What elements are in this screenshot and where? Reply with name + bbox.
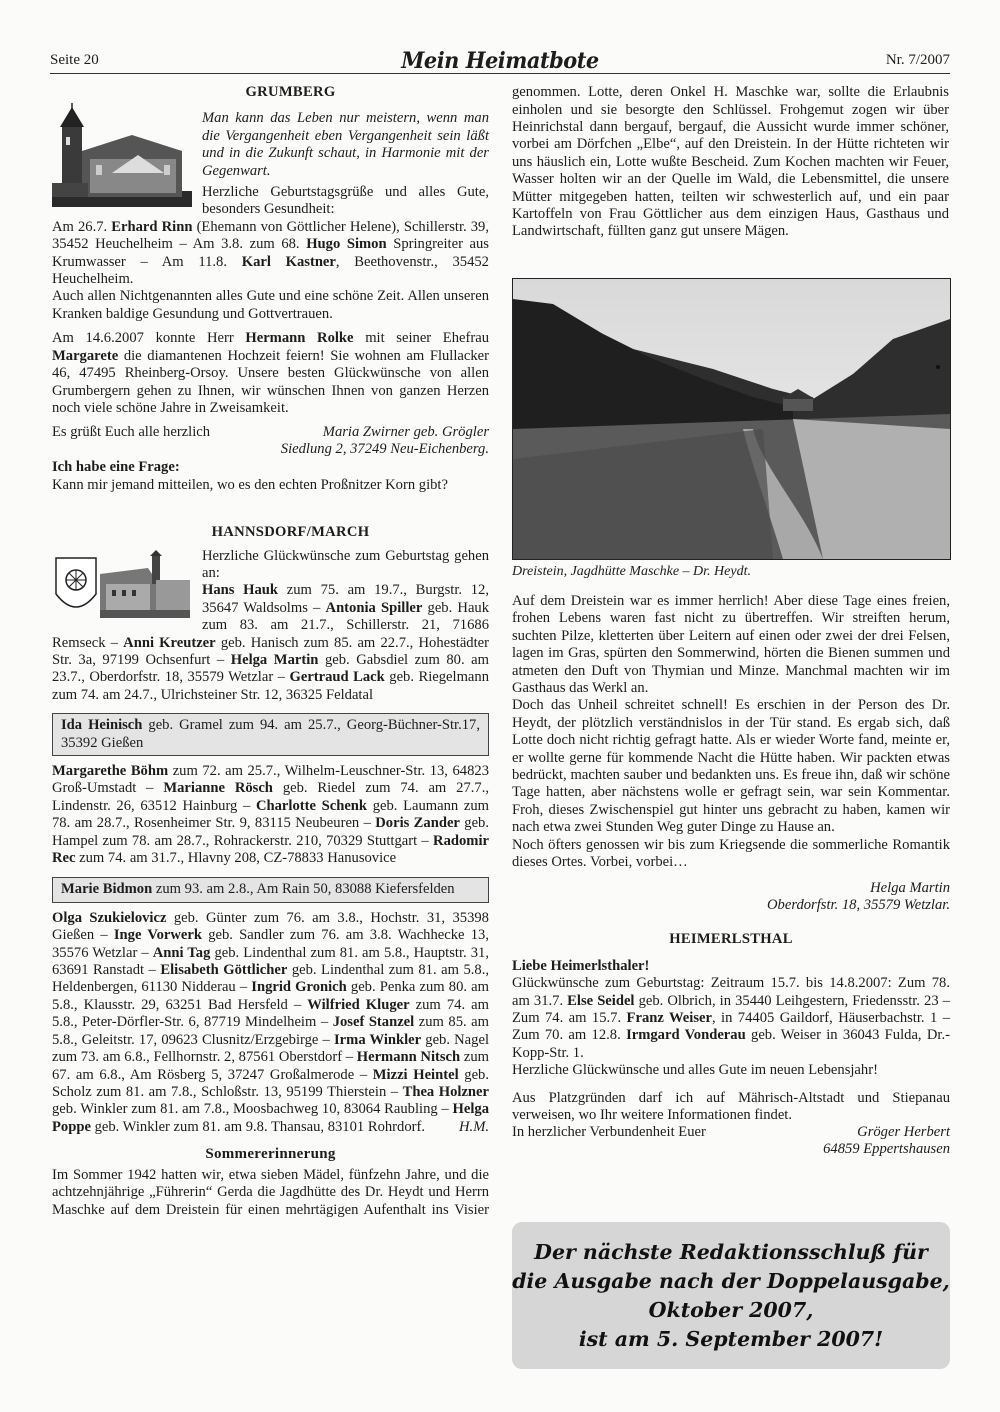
person-name: Else Seidel bbox=[567, 992, 635, 1009]
photo-caption: Dreistein, Jagdhütte Maschke – Dr. Heydt. bbox=[512, 564, 751, 579]
text: geb. Scholz zum 81. am 7.8., Schloßstr. 13, 95199 Thierstein – bbox=[52, 1066, 489, 1100]
deadline-line-3: Oktober 2007, bbox=[648, 1298, 814, 1322]
text: , Beethovenstr., 35452 Heuchelheim. bbox=[52, 253, 489, 288]
memory-text-continuation bbox=[512, 84, 950, 258]
text: zum 67. am 6.8., Am Rösberg 5, 37247 Großalmerode – bbox=[52, 1049, 489, 1083]
signature-name: Gröger Herbert bbox=[857, 1124, 950, 1141]
person-name: Doris Zander bbox=[375, 815, 460, 832]
person-name: Thea Holzner bbox=[402, 1083, 489, 1100]
text: zum 74. am 5.8., Peter-Dörfler-Str. 6, 87719 Mindelheim – bbox=[52, 996, 489, 1031]
text: die diamantenen Hochzeit feiern! Sie wohnen am Flullacker 46, 47495 Rheinberg-Orsoy. Unsere besten Glückwünsche von allen Grumbergern gehen zu Ihnen, wir wünschen Ihnen von ganzen Herzen noch viele schöne Jahre in Zweisamkeit. bbox=[52, 347, 489, 416]
person-name: Anni Kreutzer bbox=[123, 634, 216, 651]
masthead-title: Mein Heimatbote bbox=[401, 48, 599, 74]
memory-paragraph-3: Doch das Unheil schreitet schnell! Es erschien in der Person des Dr. Heydt, der plötzlich verständnislos in der Tür stand. Es ergab sich, daß Lotte doch nicht richtig gefragt hatte. Als er wieder Worte fand, meinte er, er wollte gerne für kommende Nacht die Hütte haben. Wir packten etwas bedrückt, machten sauber und bedankten uns. Es freue ihn, daß wir schöne Tage hatten, aber nächstens wolle er gefragt sein, war sein Kommentar. Froh, dieses Zwischenspiel gut hinter uns gebracht zu haben, kamen wir nach etwa zwei Stunden Weg guter Dinge zu Hause an. bbox=[512, 697, 950, 836]
hannsdorf-section bbox=[52, 548, 489, 705]
grumberg-section bbox=[52, 101, 489, 323]
heimerlsthal-salutation: Liebe Heimerlsthaler! bbox=[512, 957, 650, 974]
text: geb. Gabsdiel zum 80. am 23.7., Oberdorfstr. 18, 35579 Wetzlar – bbox=[52, 651, 489, 686]
memory-text-start bbox=[52, 1167, 489, 1219]
text: Am 26.7. bbox=[52, 218, 108, 235]
person-name: Mizzi Heintel bbox=[372, 1066, 459, 1083]
deadline-text bbox=[512, 1238, 950, 1354]
memory-paragraph-1: Im Sommer 1942 hatten wir, etwa sieben Mädel, fünfzehn Jahre, und die achtzehnjährige „Führerin“ Gerda die Jagdhütte des Dr. Heydt und Herrn Maschke auf dem Dreistein für einen mehrtägigen Aufenthalt ins Visier bbox=[52, 1166, 489, 1218]
deadline-line-2: die Ausgabe nach der Doppelausgabe, bbox=[512, 1269, 950, 1293]
dreistein-photo bbox=[512, 278, 951, 560]
person-name: Antonia Spiller bbox=[325, 599, 423, 616]
hannsdorf-heading: HANNSDORF/MARCH bbox=[211, 524, 370, 541]
text: geb. Riedel zum 74. am 27.7., Lindenstr. 26, 63512 Hainburg – bbox=[52, 780, 489, 814]
grumberg-wedding bbox=[52, 330, 489, 417]
heimerlsthal-note: Aus Platzgründen darf ich auf Mährisch-Altstadt und Stiepanau verweisen, wo Ihr weitere Informationen findet. bbox=[512, 1089, 950, 1123]
person-name: Irma Winkler bbox=[334, 1031, 422, 1048]
deadline-banner bbox=[512, 1222, 950, 1369]
person-name: Olga Szukielovicz bbox=[52, 909, 167, 926]
person-name: Elisabeth Göttlicher bbox=[160, 962, 288, 979]
person-name: Hans Hauk bbox=[202, 582, 279, 599]
text: geb. Riegelmann zum 74. am 24.7., Ulrichsteiner Str. 12, 36325 Feldatal bbox=[52, 669, 490, 703]
memory-paragraph-2: Auf dem Dreistein war es immer herrlich! Aber diese Tage eines freien, frohen Lebens waren fast nicht zu übertreffen. Wir streiften herum, suchten Pilze, kletterten über Leitern auf einen oder zwei der drei Felsen, lagen im Gras, spürten den Sommerwind, hörten die Bienen summen und atmeten den Duft von Thymian und Minze. Manchmal machten wir im Gasthaus das Werkl an. bbox=[512, 593, 950, 697]
landscape-photo-icon bbox=[513, 279, 950, 559]
person-name: Irmgard Vonderau bbox=[626, 1027, 746, 1044]
question-title: Ich habe eine Frage: bbox=[52, 459, 180, 476]
right-column bbox=[512, 593, 950, 1160]
heimerlsthal-signature bbox=[512, 1124, 950, 1160]
text: (Ehemann von Göttlicher Helene), Schillerstr. 39, 35452 Heuchelheim – Am 3.8. zum 68. bbox=[52, 218, 489, 253]
heimerlsthal-heading: HEIMERLSTHAL bbox=[669, 931, 793, 948]
text: zum 93. am 2.8., Am Rain 50, 83088 Kiefersfelden bbox=[155, 881, 455, 898]
grumberg-signature bbox=[52, 424, 489, 459]
person-name: Marianne Rösch bbox=[163, 780, 273, 797]
text: geb. Winkler zum 81. am 9.8. Thansau, 83101 Rohrdorf. bbox=[94, 1118, 425, 1135]
memory-paragraph-1-continued: genommen. Lotte, deren Onkel H. Maschke war, sollte die Erlaubnis einholen und sie besorgte den Schlüssel. Frohgemut zogen wir über Heinrichstal dann bergauf, bergauf, die Aussicht wurde immer schöner, vorbei am Dörfchen „Elbe“, auf den Dreistein. In der Hütte richteten wir uns häuslich ein, Lotte wußte Bescheid. Zum Kochen machten wir Feuer, Wasser holten wir an der Quelle im Wald, die Lebensmittel, die unsere Mütter mitgegeben hatten, teilten wir schwesterlich auf, und ein paar Kartoffeln von Frau Göttlicher aus dem einzigen Haus, Gasthaus und Landwirtschaft, füllten ganz gut unsere Mägen. bbox=[512, 84, 949, 240]
text: Springreiter aus Krumwasser – Am 11.8. bbox=[52, 236, 489, 270]
text: geb. Hanisch zum 85. am 22.7., Hohestädter Str. 3a, 97199 Ochsenfurt – bbox=[52, 634, 489, 668]
text: mit seiner Ehefrau bbox=[365, 330, 489, 347]
hannsdorf-birthdays-2 bbox=[52, 763, 489, 867]
text: Glückwünsche zum Geburtstag: Zeitraum 15.7. bis 14.8.2007: Zum 78. am 31.7. bbox=[512, 975, 950, 1009]
hannsdorf-birthdays-3 bbox=[52, 910, 489, 1136]
person-name: Hugo Simon bbox=[306, 236, 387, 253]
hannsdorf-intro: Herzliche Glückwünsche zum Geburtstag gehen an: bbox=[202, 547, 489, 581]
grumberg-quote: Man kann das Leben nur meistern, wenn man die Vergangenheit eben Vergangenheit sein läßt und in die Zukunft schaut, in Harmonie mit der Gegenwart. bbox=[202, 110, 489, 179]
grumberg-heading: GRUMBERG bbox=[245, 84, 336, 100]
text: geb. Olbrich, in 35440 Leihgestern, Friedensstr. 23 – Zum 74. am 15.7. bbox=[512, 992, 950, 1026]
person-name: Marie Bidmon bbox=[61, 881, 153, 898]
deadline-line-4: ist am 5. September 2007! bbox=[578, 1327, 884, 1351]
person-name: Josef Stanzel bbox=[332, 1014, 415, 1031]
text: zum 75. am 19.7., Burgstr. 12, 35647 Waldsolms – bbox=[202, 582, 489, 616]
header-rule bbox=[50, 73, 950, 74]
text: geb. Hauk zum 83. am 21.7., Schillerstr. 21, 71686 Remseck – bbox=[52, 599, 490, 651]
question-text: Kann mir jemand mitteilen, wo es den echten Proßnitzer Korn gibt? bbox=[52, 476, 448, 493]
grumberg-church-icon bbox=[52, 103, 192, 207]
hannsdorf-initials: H.M. bbox=[459, 1119, 489, 1136]
person-name: Radomir Rec bbox=[52, 832, 489, 867]
heimerlsthal-wishes: Herzliche Glückwünsche und alles Gute im neuen Lebensjahr! bbox=[512, 1062, 878, 1079]
left-column bbox=[52, 84, 489, 1219]
hannsdorf-coat-of-arms-icon bbox=[52, 550, 192, 622]
person-name: Inge Vorwerk bbox=[113, 927, 202, 944]
signature-address: Siedlung 2, 37249 Neu-Eichenberg. bbox=[280, 441, 489, 458]
person-name: Wilfried Kluger bbox=[307, 996, 410, 1013]
text: geb. Laumann zum 78. am 28.7., Rosenheimer Str. 9, 83115 Neubeuren – bbox=[52, 797, 489, 832]
person-name: Helga Poppe bbox=[52, 1101, 489, 1135]
person-name: Karl Kastner bbox=[241, 253, 336, 270]
text: geb. Lindenthal zum 81. am 5.8., Hauptstr. 31, 63691 Ranstadt – bbox=[52, 944, 489, 979]
text: geb. Weiser in 36043 Fulda, Dr.-Kopp-Str. 1. bbox=[512, 1027, 950, 1061]
signature-address: 64859 Eppertshausen bbox=[823, 1141, 950, 1158]
text: geb. Sandler zum 76. am 3.8. Wachhecke 13, 35576 Wetzlar – bbox=[52, 927, 489, 961]
person-name: Gertraud Lack bbox=[289, 669, 385, 686]
text: geb. Winkler zum 81. am 7.8., Moosbachweg 10, 83064 Raubling – bbox=[52, 1101, 449, 1118]
person-name: Hermann Nitsch bbox=[356, 1049, 461, 1066]
person-name: Hermann Rolke bbox=[245, 330, 354, 347]
person-name: Anni Tag bbox=[152, 944, 211, 961]
grumberg-birthdays bbox=[52, 219, 489, 289]
person-name: Erhard Rinn bbox=[111, 218, 193, 235]
text: geb. Nagel zum 73. am 6.8., Fellhornstr. 2, 87561 Oberstdorf – bbox=[52, 1031, 489, 1066]
heimerlsthal-birthdays bbox=[512, 975, 950, 1062]
text: geb. Gramel zum 94. am 25.7., Georg-Büchner-Str.17, 35392 Gießen bbox=[61, 717, 480, 751]
signature-name: Maria Zwirner geb. Grögler bbox=[322, 424, 489, 441]
text: zum 74. am 31.7., Hlavny 208, CZ-78833 Hanusovice bbox=[79, 850, 397, 867]
text: geb. Hampel zum 78. am 28.7., Rohrackerstr. 210, 70329 Stuttgart – bbox=[52, 815, 490, 849]
text: geb. Günter zum 76. am 3.8., Hochstr. 31, 35398 Gießen – bbox=[52, 909, 489, 944]
person-name: Margarethe Böhm bbox=[52, 763, 169, 779]
person-name: Franz Weiser bbox=[626, 1009, 712, 1026]
closing-text: In herzlicher Verbundenheit Euer bbox=[512, 1124, 706, 1141]
grumberg-wishes: Auch allen Nichtgenannten alles Gute und eine schöne Zeit. Allen unseren Kranken baldige Gesundung und Gottvertrauen. bbox=[52, 288, 489, 322]
person-name: Ingrid Gronich bbox=[251, 979, 347, 996]
person-name: Margarete bbox=[52, 347, 119, 364]
deadline-line-1: Der nächste Redaktionsschluß für bbox=[534, 1240, 928, 1264]
text: , in 74405 Gaildorf, Häuserbachstr. 1 – Zum 70. am 12.8. bbox=[512, 1009, 950, 1044]
issue-number: Nr. 7/2007 bbox=[885, 52, 950, 68]
text: geb. Lindenthal zum 81. am 5.8., Heldenbergen, 61130 Nidderau – bbox=[52, 962, 489, 996]
grumberg-greeting: Herzliche Geburtstagsgrüße und alles Gute, besonders Gesundheit: bbox=[202, 184, 489, 218]
memory-heading: Sommererinnerung bbox=[205, 1145, 336, 1162]
page-header bbox=[50, 48, 950, 74]
memory-signature-address: Oberdorfstr. 18, 35579 Wetzlar. bbox=[767, 896, 950, 913]
person-name: Ida Heinisch bbox=[61, 717, 143, 734]
highlight-box-ida-heinisch bbox=[52, 713, 489, 756]
page-number: Seite 20 bbox=[50, 52, 99, 68]
highlight-box-marie-bidmon bbox=[52, 877, 489, 902]
text: zum 72. am 25.7., Wilhelm-Leuschner-Str. 13, 64823 Groß-Umstadt – bbox=[52, 763, 489, 797]
person-name: Charlotte Schenk bbox=[255, 797, 368, 814]
text: zum 85. am 5.8., Geleitstr. 17, 09623 Clusnitz/Erzgebirge – bbox=[52, 1014, 489, 1048]
memory-paragraph-4: Noch öfters genossen wir bis zum Kriegsende die sommerliche Romantik dieses Ortes. Vorbei, vorbei… bbox=[512, 836, 950, 871]
person-name: Helga Martin bbox=[230, 651, 319, 668]
greeting-text: Es grüßt Euch alle herzlich bbox=[52, 424, 211, 441]
text: Am 14.6.2007 konnte Herr bbox=[52, 330, 234, 347]
text: geb. Penka zum 80. am 5.8., Klausstr. 29, 63251 Bad Hersfeld – bbox=[52, 979, 489, 1013]
memory-signature-name: Helga Martin bbox=[870, 879, 950, 896]
